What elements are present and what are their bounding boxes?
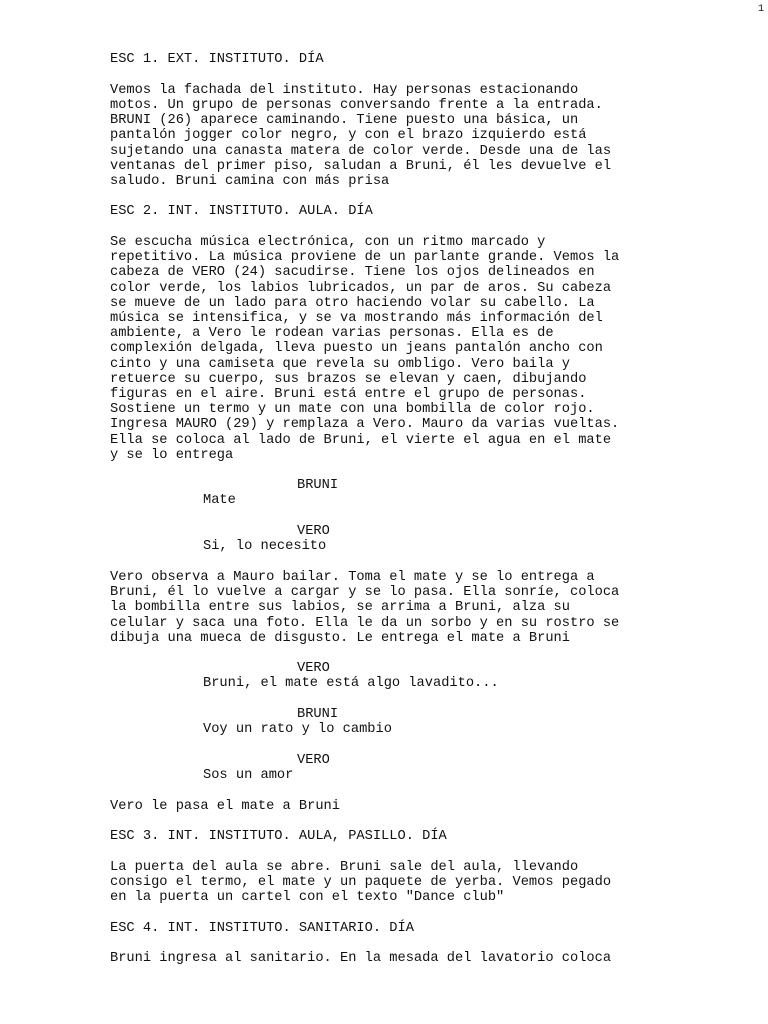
dialogue-line: Mate — [203, 493, 236, 509]
character-name-bruni: BRUNI — [297, 707, 339, 723]
page-number: 1 — [757, 4, 764, 15]
action-scene-3: La puerta del aula se abre. Bruni sale del aula, llevando consigo el termo, el mate y un paquete de yerba. Vemos pegado en la puerta un cartel con el texto "Dance club" — [110, 860, 612, 906]
action-scene-4: Bruni ingresa al sanitario. En la mesada del lavatorio coloca — [110, 951, 612, 967]
action-scene-2-a: Se escucha música electrónica, con un ritmo marcado y repetitivo. La música proviene de un parlante grande. Vemos la cabeza de VERO (24) sacudirse. Tiene los ojos delineados en color verde, los labios lubricados, un par de aros. Su cabeza se mueve de un lado para otro haciendo volar su cabello. La música se intensifica, y se va mostrando más información del ambiente, a Vero le rodean varias personas. Ella es de complexión delgada, lleva puesto un jeans pantalón ancho con cinto y una camiseta que revela su ombligo. Vero baila y retuerce su cuerpo, sus brazos se elevan y caen, dibujando figuras en el aire. Bruni está entre el grupo de personas. Sostiene un termo y un mate con una bombilla de color rojo. Ingresa MAURO (29) y remplaza a Vero. Mauro da varias vueltas. Ella se coloca al lado de Bruni, el vierte el agua en el mate y se lo entrega — [110, 235, 620, 463]
character-name-bruni: BRUNI — [297, 478, 339, 494]
scene-heading-1: ESC 1. EXT. INSTITUTO. DÍA — [110, 52, 324, 67]
scene-heading-4: ESC 4. INT. INSTITUTO. SANITARIO. DÍA — [110, 920, 414, 936]
character-name-vero: VERO — [297, 661, 330, 677]
dialogue-line: Bruni, el mate está algo lavadito... — [203, 676, 499, 692]
dialogue-line: Sos un amor — [203, 768, 294, 784]
action-scene-2-c: Vero le pasa el mate a Bruni — [110, 799, 340, 815]
dialogue-line: Voy un rato y lo cambio — [203, 722, 392, 738]
dialogue-line: Si, lo necesito — [203, 539, 327, 555]
action-scene-2-b: Vero observa a Mauro bailar. Toma el mate y se lo entrega a Bruni, él lo vuelve a cargar y se lo pasa. Ella sonríe, coloca la bombilla entre sus labios, se arrima a Bruni, alza su celular y saca una foto. Ella le da un sorbo y en su rostro se dibuja una mueca de disgusto. Le entrega el mate a Bruni — [110, 570, 620, 646]
character-name-vero: VERO — [297, 753, 330, 769]
character-name-vero: VERO — [297, 524, 330, 540]
scene-heading-3: ESC 3. INT. INSTITUTO. AULA, PASILLO. DÍA — [110, 829, 447, 845]
screenplay-text — [110, 52, 670, 982]
action-scene-1: Vemos la fachada del instituto. Hay personas estacionando motos. Un grupo de personas conversando frente a la entrada. BRUNI (26) aparece caminando. Tiene puesto una básica, un pantalón jogger color negro, y con el brazo izquierdo está sujetando una canasta matera de color verde. Desde una de las ventanas del primer piso, saludan a Bruni, él les devuelve el saludo. Bruni camina con más prisa — [110, 82, 612, 190]
scene-heading-2: ESC 2. INT. INSTITUTO. AULA. DÍA — [110, 204, 373, 220]
